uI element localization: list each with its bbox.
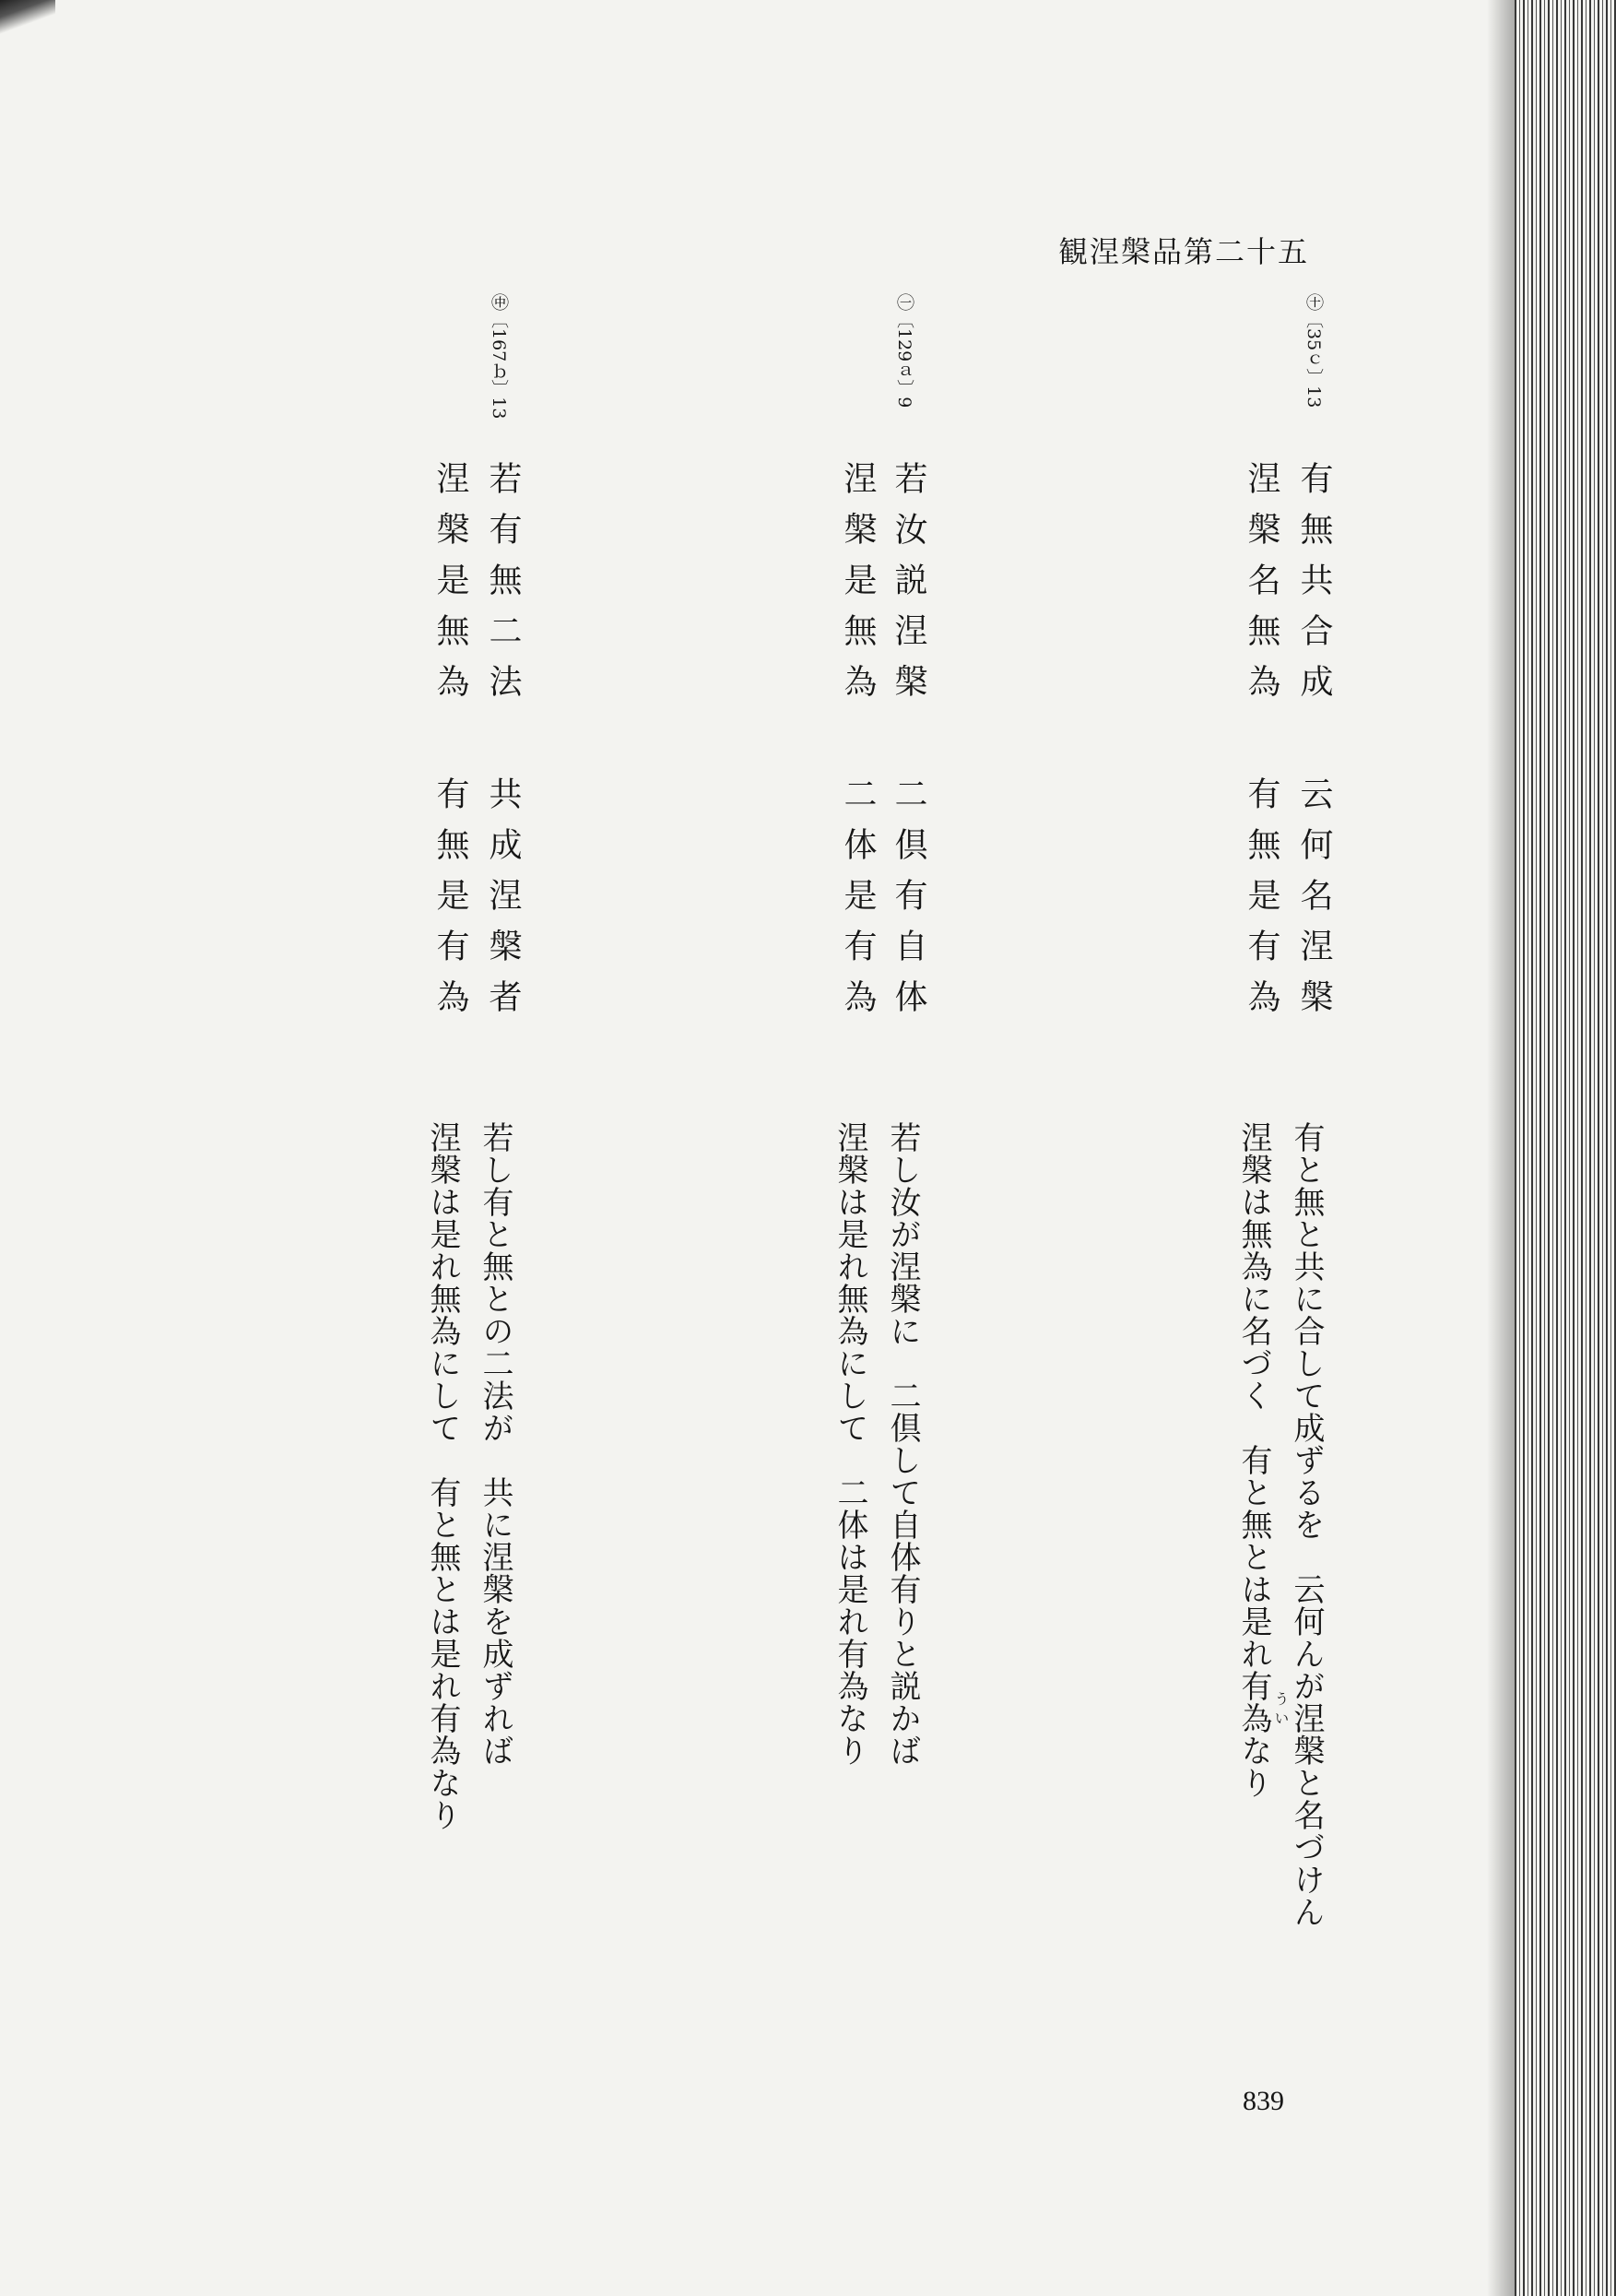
scan-corner-mark bbox=[0, 0, 55, 37]
stanza-1-verse-line-2b: 有無是有為 bbox=[1243, 776, 1280, 1030]
stanza-1-verse-line-2a: 涅槃名無為 bbox=[1243, 461, 1280, 715]
stanza-1-reading-line-2: 涅槃は無為に名づく 有と無とは是れ有為なり bbox=[1235, 1121, 1272, 1799]
stanza-1-verse-line-1b: 云何名涅槃 bbox=[1295, 776, 1333, 1030]
page-number: 839 bbox=[1243, 2086, 1284, 2116]
binding-gutter bbox=[1515, 0, 1616, 2296]
stanza-2-verse-line-2b: 二体是有為 bbox=[839, 776, 877, 1030]
binding-shadow bbox=[1487, 0, 1515, 2296]
stanza-3-verse-line-1a: 若有無二法 bbox=[484, 461, 522, 715]
stanza-2-reading-line-1: 若し汝が涅槃に 二倶して自体有りと説かば bbox=[884, 1121, 921, 1767]
stanza-1-ruby: う い bbox=[1272, 1691, 1290, 1726]
stanza-2-reference: ㊀〔129ａ〕9 bbox=[894, 293, 914, 408]
stanza-3-reference: ㊥〔167ｂ〕13 bbox=[489, 293, 509, 420]
stanza-3-verse-line-2a: 涅槃是無為 bbox=[431, 461, 469, 715]
stanza-1-reference: ㊉〔35ｃ〕13 bbox=[1303, 293, 1324, 408]
stanza-2-verse-line-1a: 若汝説涅槃 bbox=[890, 461, 927, 715]
stanza-1-verse-line-1a: 有無共合成 bbox=[1295, 461, 1333, 715]
stanza-2-reading-line-2: 涅槃は是れ無為にして 二体は是れ有為なり bbox=[832, 1121, 868, 1767]
stanza-3-reading-line-1: 若し有と無との二法が 共に涅槃を成ずれば bbox=[477, 1121, 513, 1767]
stanza-3-verse-line-2b: 有無是有為 bbox=[431, 776, 469, 1030]
running-head: 観涅槃品第二十五 bbox=[1058, 234, 1310, 269]
stanza-1-reading-line-1: 有と無と共に合して成ずるを 云何んが涅槃と名づけん bbox=[1288, 1121, 1325, 1928]
stanza-3-verse-line-1b: 共成涅槃者 bbox=[484, 776, 522, 1030]
stanza-2-verse-line-1b: 二倶有自体 bbox=[890, 776, 927, 1030]
stanza-2-verse-line-2a: 涅槃是無為 bbox=[839, 461, 877, 715]
stanza-3-reading-line-2: 涅槃は是れ無為にして 有と無とは是れ有為なり bbox=[424, 1121, 461, 1831]
